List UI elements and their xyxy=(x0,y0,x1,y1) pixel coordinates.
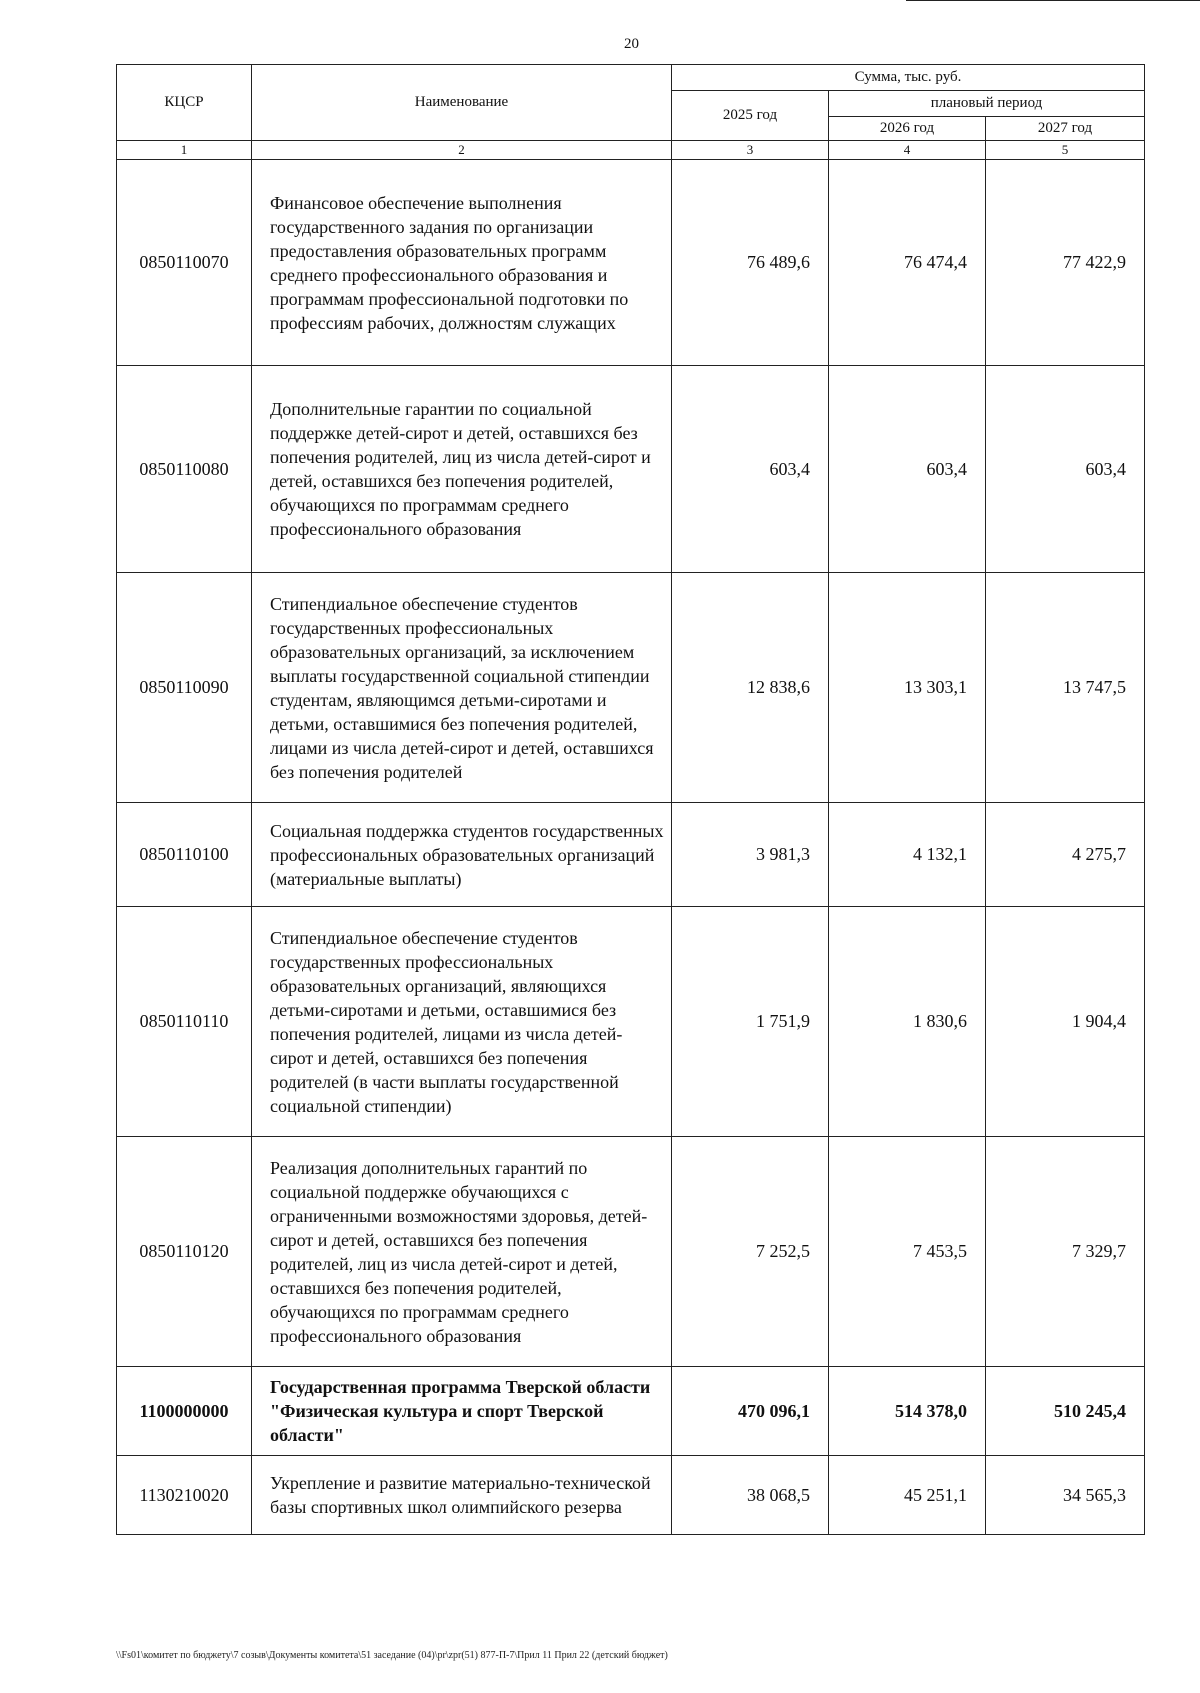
row-code: 0850110110 xyxy=(117,907,252,1137)
header-year-2025: 2025 год xyxy=(672,91,829,141)
row-code: 1100000000 xyxy=(117,1367,252,1456)
row-name: Стипендиальное обеспечение студентов государственных профессиональных образовательных организаций, являющихся детьми-сиротами и детьми, оставшимися без попечения родителей, лицами из числа детей-сирот и детей, оставшихся без попечения родителей (в части выплаты государственной социальной стипендии) xyxy=(252,907,672,1137)
footer-file-path: \\Fs01\комитет по бюджету\7 созыв\Документы комитета\51 заседание (04)\pr\zpr(51) 877-П-7\Прил 11 Прил 22 (детский бюджет) xyxy=(116,1650,668,1661)
top-rule xyxy=(906,0,1200,1)
row-value-2025: 7 252,5 xyxy=(672,1137,829,1367)
row-value-2025: 1 751,9 xyxy=(672,907,829,1137)
row-value-2025: 3 981,3 xyxy=(672,803,829,907)
row-value-2025: 76 489,6 xyxy=(672,160,829,366)
row-value-2025: 38 068,5 xyxy=(672,1456,829,1535)
header-year-2027: 2027 год xyxy=(986,117,1145,141)
row-name: Реализация дополнительных гарантий по социальной поддержке обучающихся с ограниченными возможностями здоровья, детей-сирот и детей, оставшихся без попечения родителей, лиц из числа детей-сирот и детей, оставшихся без попечения родителей, обучающихся по программам среднего профессионального образования xyxy=(252,1137,672,1367)
header-year-2026: 2026 год xyxy=(829,117,986,141)
row-name: Социальная поддержка студентов государственных профессиональных образовательных организаций (материальные выплаты) xyxy=(252,803,672,907)
header-planning-period: плановый период xyxy=(829,91,1145,117)
table-row xyxy=(117,907,1145,1137)
table-row xyxy=(117,573,1145,803)
row-value-2027: 7 329,7 xyxy=(986,1137,1145,1367)
column-index: 1 xyxy=(117,141,252,160)
header-sum: Сумма, тыс. руб. xyxy=(672,65,1145,91)
budget-table xyxy=(116,64,1145,1535)
column-index: 4 xyxy=(829,141,986,160)
row-value-2026: 514 378,0 xyxy=(829,1367,986,1456)
table-row-program xyxy=(117,1367,1145,1456)
column-index: 2 xyxy=(252,141,672,160)
row-name: Финансовое обеспечение выполнения государственного задания по организации предоставления образовательных программ среднего профессионального образования и программам профессиональной подготовки по профессиям рабочих, должностям служащих xyxy=(252,160,672,366)
row-name: Дополнительные гарантии по социальной поддержке детей-сирот и детей, оставшихся без попечения родителей, лиц из числа детей-сирот и детей, оставшихся без попечения родителей, обучающихся по программам среднего профессионального образования xyxy=(252,366,672,573)
row-value-2026: 7 453,5 xyxy=(829,1137,986,1367)
row-value-2026: 4 132,1 xyxy=(829,803,986,907)
row-value-2026: 1 830,6 xyxy=(829,907,986,1137)
row-value-2027: 34 565,3 xyxy=(986,1456,1145,1535)
row-name: Укрепление и развитие материально-технической базы спортивных школ олимпийского резерва xyxy=(252,1456,672,1535)
row-value-2027: 603,4 xyxy=(986,366,1145,573)
table-row xyxy=(117,1456,1145,1535)
row-value-2025: 470 096,1 xyxy=(672,1367,829,1456)
row-value-2025: 12 838,6 xyxy=(672,573,829,803)
page-number: 20 xyxy=(624,36,639,52)
row-value-2027: 13 747,5 xyxy=(986,573,1145,803)
table-row xyxy=(117,1137,1145,1367)
header-name: Наименование xyxy=(252,65,672,141)
row-value-2027: 77 422,9 xyxy=(986,160,1145,366)
table-row xyxy=(117,160,1145,366)
row-value-2026: 13 303,1 xyxy=(829,573,986,803)
row-value-2026: 76 474,4 xyxy=(829,160,986,366)
row-code: 1130210020 xyxy=(117,1456,252,1535)
column-index: 3 xyxy=(672,141,829,160)
header-code: КЦСР xyxy=(117,65,252,141)
row-code: 0850110100 xyxy=(117,803,252,907)
column-index: 5 xyxy=(986,141,1145,160)
row-name: Стипендиальное обеспечение студентов государственных профессиональных образовательных организаций, за исключением выплаты государственной социальной стипендии студентам, являющимся детьми-сиротами и детьми, оставшимися без попечения родителей, лицами из числа детей-сирот и детей, оставшихся без попечения родителей xyxy=(252,573,672,803)
row-code: 0850110080 xyxy=(117,366,252,573)
row-code: 0850110070 xyxy=(117,160,252,366)
row-value-2027: 1 904,4 xyxy=(986,907,1145,1137)
row-name: Государственная программа Тверской области "Физическая культура и спорт Тверской области" xyxy=(252,1367,672,1456)
row-value-2026: 45 251,1 xyxy=(829,1456,986,1535)
row-value-2027: 4 275,7 xyxy=(986,803,1145,907)
row-value-2027: 510 245,4 xyxy=(986,1367,1145,1456)
row-value-2026: 603,4 xyxy=(829,366,986,573)
row-code: 0850110090 xyxy=(117,573,252,803)
row-value-2025: 603,4 xyxy=(672,366,829,573)
row-code: 0850110120 xyxy=(117,1137,252,1367)
table-row xyxy=(117,366,1145,573)
table-row xyxy=(117,803,1145,907)
